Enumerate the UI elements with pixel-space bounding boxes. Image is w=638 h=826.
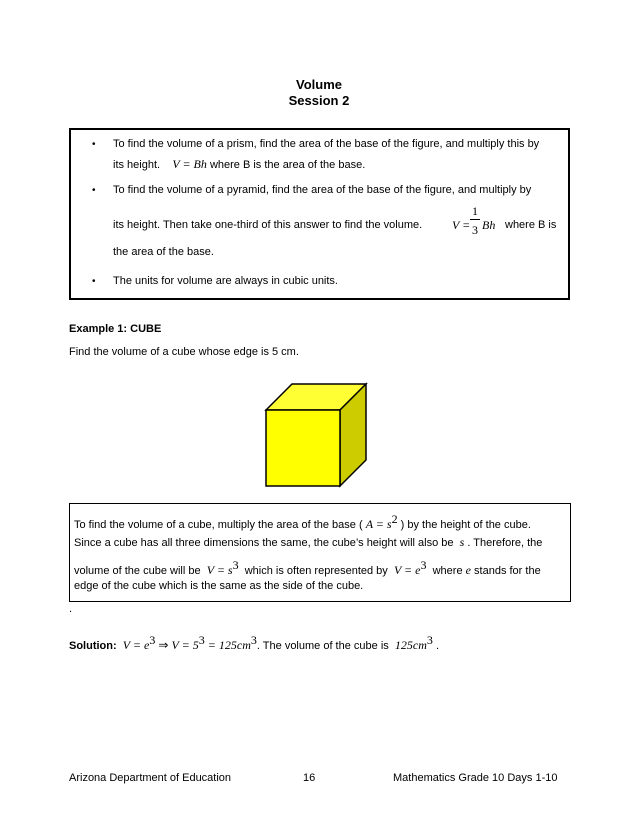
- page-title: Volume: [296, 77, 342, 92]
- stray-dot: .: [69, 603, 73, 615]
- pyramid-rule-line2: its height. Then take one-third of this answer to find the volume.: [113, 219, 423, 231]
- bullet-marker: •: [92, 185, 96, 196]
- pyramid-rule-line3: the area of the base.: [113, 246, 214, 258]
- prism-rule-line2: its height. V = Bh where B is the area of the base.: [113, 157, 366, 171]
- cube-front-face: [266, 410, 340, 486]
- example-prompt: Find the volume of a cube whose edge is 5 cm.: [69, 346, 299, 358]
- page-subtitle: Session 2: [288, 93, 350, 108]
- pyramid-formula-rhs: Bh: [482, 218, 496, 232]
- solution-label: Solution:: [69, 640, 117, 652]
- explanation-line4: edge of the cube which is the same as the side of the cube.: [74, 580, 364, 592]
- footer-right: Mathematics Grade 10 Days 1-10: [393, 772, 558, 784]
- example-heading: Example 1: CUBE: [69, 323, 162, 335]
- prism-formula: V = Bh: [172, 157, 207, 171]
- pyramid-where-text: where B is: [505, 219, 557, 231]
- pyramid-fraction-numerator: 1: [472, 204, 478, 218]
- footer-page-number: 16: [303, 772, 316, 784]
- solution-answer: 125cm: [394, 638, 427, 652]
- pyramid-formula-lhs: V =: [452, 218, 471, 232]
- prism-rule-line1: To find the volume of a prism, find the area of the base of the figure, and multiply this by: [113, 138, 540, 150]
- bullet-marker: •: [92, 139, 96, 150]
- footer-left: Arizona Department of Education: [69, 772, 232, 784]
- solution-line: Solution: $V = e^3$ ⇒ $V = 5^3 = 125cm^3$. The volume of the cube is $125cm^3$ .: [69, 633, 440, 652]
- units-rule: The units for volume are always in cubic units.: [113, 275, 338, 287]
- bullet-marker: •: [92, 276, 96, 287]
- explanation-line2: Since a cube has all three dimensions the same, the cube’s height will also be s . Therefore, the: [74, 535, 543, 549]
- pyramid-fraction-denominator: 3: [472, 223, 478, 237]
- explanation-line1: To find the volume of a cube, multiply the area of the base ( $A = s^2$ ) by the height of the cube.: [74, 512, 531, 531]
- pyramid-rule-line1: To find the volume of a pyramid, find the area of the base of the figure, and multiply by: [113, 184, 532, 196]
- pyramid-fraction-bar: [470, 219, 480, 220]
- explanation-line3: volume of the cube will be $V = s^3$ which is often represented by $V = e^3$ where e stands for the: [74, 558, 541, 577]
- cube-illustration: [260, 380, 370, 490]
